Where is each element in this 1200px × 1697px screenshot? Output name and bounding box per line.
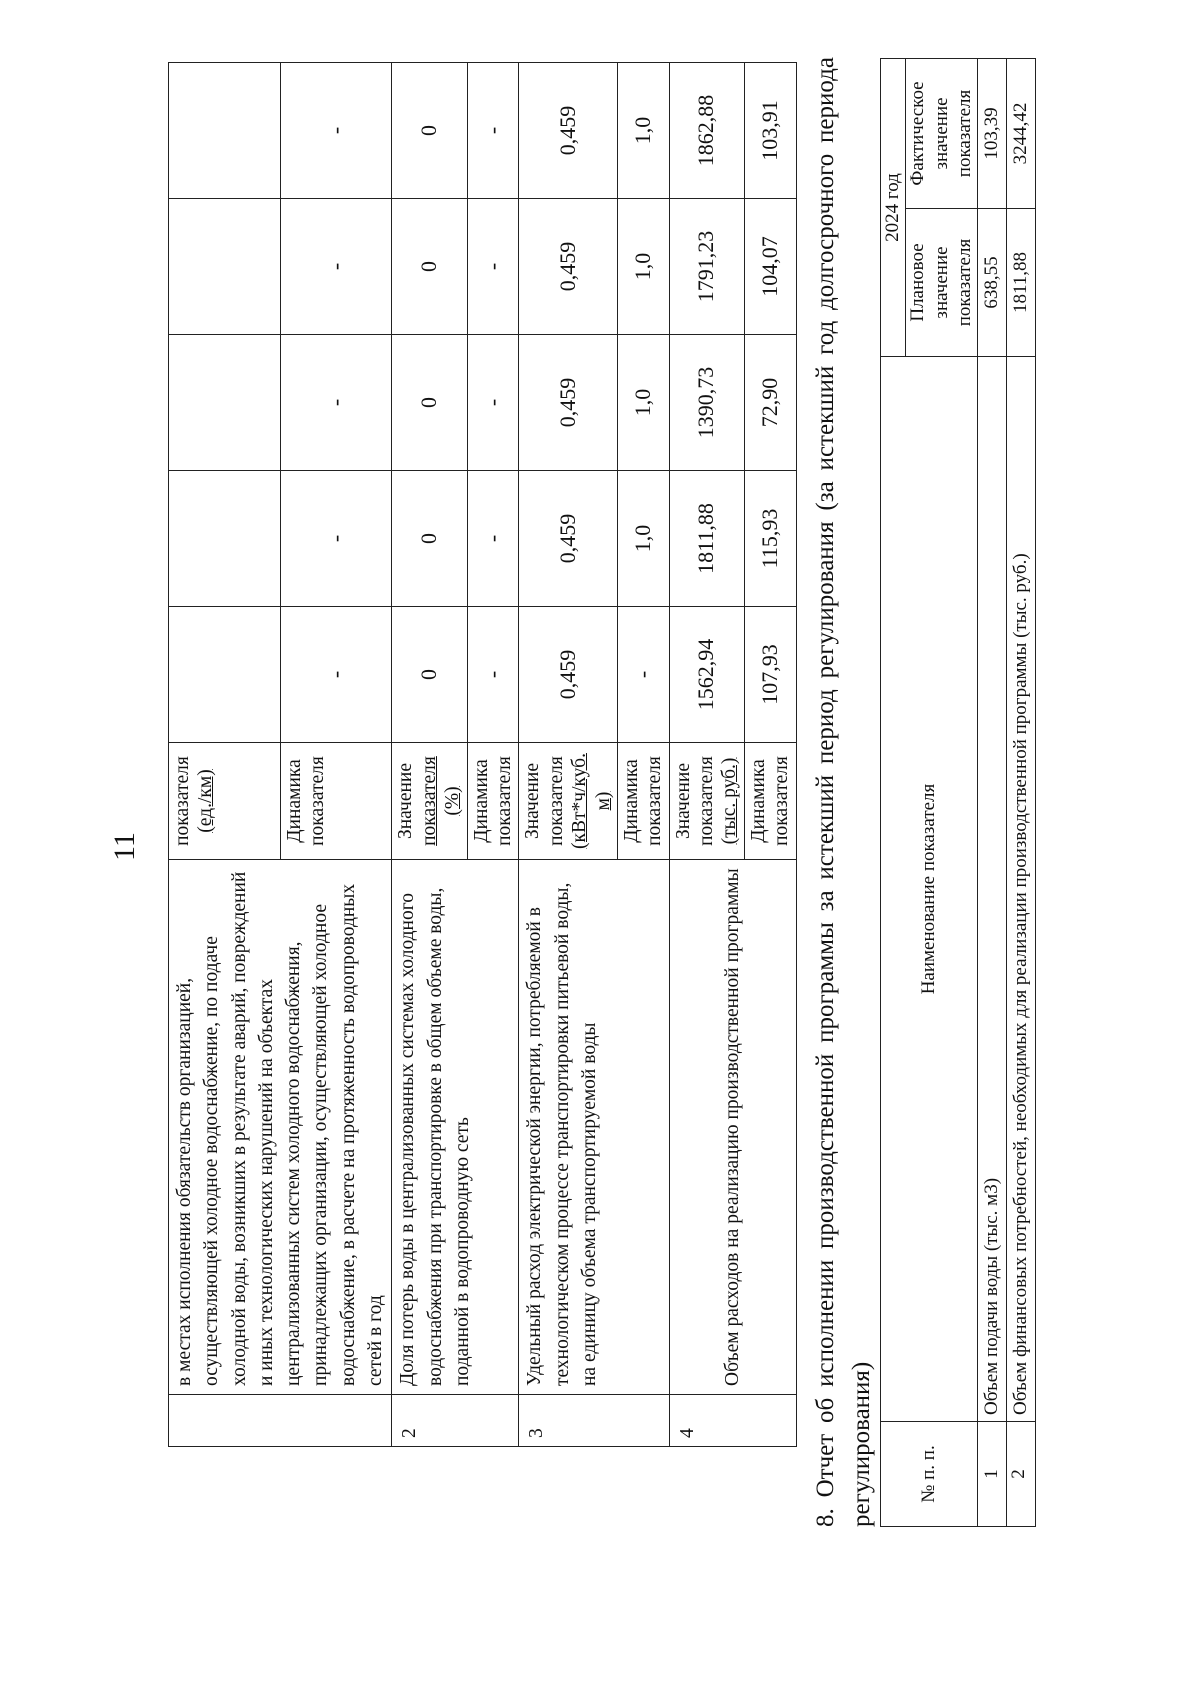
row-number: [169, 1395, 392, 1447]
cell-value: 0: [392, 335, 467, 471]
cell-value: -: [467, 607, 519, 743]
page-number: 11: [108, 832, 141, 861]
plan-value: 1811,88: [1006, 209, 1035, 357]
cell-value: 1,0: [617, 199, 669, 335]
cell-value: 107,93: [744, 607, 796, 743]
cell-value: 1390,73: [669, 335, 744, 471]
cell-value: 1,0: [617, 335, 669, 471]
row-label: Динамика показателя: [467, 743, 519, 860]
cell-value: 1562,94: [669, 607, 744, 743]
cell-value: -: [280, 63, 392, 199]
table-row: [392, 63, 467, 1447]
cell-value: 0,459: [519, 335, 618, 471]
row-name: Объем финансовых потребностей, необходимых для реализации производственной программы (тыс. руб.): [1006, 357, 1035, 1422]
cell-value: 0,459: [519, 607, 618, 743]
indicators-table: [168, 62, 797, 1447]
cell-value: [169, 199, 281, 335]
cell-value: -: [617, 607, 669, 743]
cell-value: -: [280, 471, 392, 607]
table-row: [519, 63, 618, 1447]
cell-value: -: [467, 199, 519, 335]
row-number: 2: [392, 1395, 519, 1447]
cell-value: 1,0: [617, 63, 669, 199]
row-name: Объем подачи воды (тыс. м3): [978, 357, 1007, 1422]
cell-value: 0: [392, 63, 467, 199]
row-name: в местах исполнения обязательств организацией, осуществляющей холодное водоснабжение, по подаче холодной воды, возникших в результате аварий, повреждений и иных технологических нарушений на объектах централизованных систем холодного водоснабжения, принадлежащих организации, осуществляющей холодное водоснабжение, в расчете на протяженность водопроводных сетей в год: [169, 860, 392, 1395]
cell-value: 0,459: [519, 471, 618, 607]
plan-value: 638,55: [978, 209, 1007, 357]
row-label: показателя (ед./км): [169, 743, 281, 860]
row-name: Удельный расход электрической энергии, потребляемой в технологическом процессе транспортировки питьевой воды, на единицу объема транспортируемой воды: [519, 860, 669, 1395]
row-label: Значение показателя (тыс. руб.): [669, 743, 744, 860]
cell-value: [169, 607, 281, 743]
header-fact: Фактическое значение показателя: [905, 58, 977, 208]
row-label: Динамика показателя: [617, 743, 669, 860]
table-header-row: [881, 58, 906, 1526]
cell-value: -: [280, 199, 392, 335]
cell-value: -: [467, 335, 519, 471]
cell-value: 1791,23: [669, 199, 744, 335]
cell-value: [169, 335, 281, 471]
cell-value: [169, 471, 281, 607]
row-number: 4: [669, 1395, 796, 1447]
row-number: 2: [1006, 1422, 1035, 1527]
cell-value: 0: [392, 199, 467, 335]
cell-value: 1862,88: [669, 63, 744, 199]
row-label: Значение показателя (кВт*ч/куб. м): [519, 743, 618, 860]
cell-value: -: [467, 63, 519, 199]
header-year: 2024 год: [881, 58, 906, 356]
cell-value: -: [280, 335, 392, 471]
fact-value: 103,39: [978, 58, 1007, 208]
cell-value: 0,459: [519, 63, 618, 199]
table-row: [169, 63, 281, 1447]
row-name: Доля потерь воды в централизованных системах холодного водоснабжения при транспортировке в общем объеме воды, поданной в водопроводную сеть: [392, 860, 519, 1395]
cell-value: [169, 63, 281, 199]
header-plan: Плановое значение показателя: [905, 209, 977, 357]
table-row: [978, 58, 1007, 1526]
cell-value: 0,459: [519, 199, 618, 335]
row-label: Динамика показателя: [744, 743, 796, 860]
cell-value: -: [280, 607, 392, 743]
cell-value: -: [467, 471, 519, 607]
cell-value: 115,93: [744, 471, 796, 607]
section-title: 8. Отчет об исполнении производственной программы за истекший период регулирования (за истекший год долгосрочного периода регулирования): [812, 57, 876, 1527]
header-name: Наименование показателя: [881, 357, 978, 1422]
row-number: 3: [519, 1395, 669, 1447]
row-number: 1: [978, 1422, 1007, 1527]
cell-value: 0: [392, 471, 467, 607]
row-label: Значение показателя (%): [392, 743, 467, 860]
row-name: Объем расходов на реализацию производственной программы: [669, 860, 796, 1395]
table-row: [669, 63, 744, 1447]
cell-value: 103,91: [744, 63, 796, 199]
header-num: № п. п.: [881, 1422, 978, 1527]
cell-value: 1811,88: [669, 471, 744, 607]
report-table: [880, 58, 1036, 1527]
cell-value: 104,07: [744, 199, 796, 335]
cell-value: 72,90: [744, 335, 796, 471]
fact-value: 3244,42: [1006, 58, 1035, 208]
cell-value: 1,0: [617, 471, 669, 607]
table-row: [1006, 58, 1035, 1526]
row-label: Динамика показателя: [280, 743, 392, 860]
cell-value: 0: [392, 607, 467, 743]
